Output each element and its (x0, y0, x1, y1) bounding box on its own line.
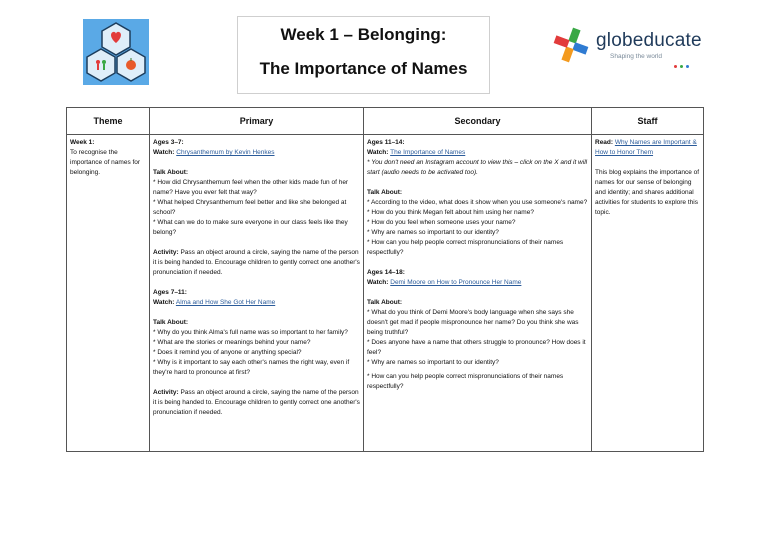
watch-label: Watch: (367, 279, 389, 286)
brand-tagline: Shaping the world (610, 53, 663, 60)
instagram-note: * You don't need an Instagram account to view this – click on the X and it will start (audio needs to be activated too). (367, 159, 588, 176)
question: * Does it remind you of anyone or anything special? (153, 349, 302, 356)
question: * Why are names so important to our identity? (367, 359, 499, 366)
activity-label: Activity: (153, 389, 179, 396)
page-title: Week 1 – Belonging: (280, 25, 447, 44)
alma-link[interactable]: Alma and How She Got Her Name (175, 299, 276, 306)
theme-week: Week 1: (70, 139, 95, 146)
globeducate-logo (552, 26, 712, 68)
read-label: Read: (595, 139, 614, 146)
header-staff: Staff (592, 108, 704, 135)
talk-about-label: Talk About: (153, 169, 189, 176)
watch-label: Watch: (153, 149, 175, 156)
theme-text: To recognise the importance of names for belonging. (70, 149, 141, 176)
demi-moore-link[interactable]: Demi Moore on How to Pronounce Her Name (390, 279, 522, 286)
question: * What helped Chrysanthemum feel better and like she belonged at school? (153, 199, 347, 216)
brand-name: globeducate (596, 30, 702, 51)
watch-label: Watch: (367, 149, 389, 156)
question: * What can we do to make sure everyone in our class feels like they belong? (153, 219, 348, 236)
primary-ages-7-11: Ages 7–11: (153, 289, 187, 296)
secondary-ages-14-18: Ages 14–18: (367, 269, 405, 276)
question: * What are the stories or meanings behind your name? (153, 339, 311, 346)
brand-dots (674, 55, 692, 73)
why-names-important-link[interactable]: Why Names are Important & How to Honor Them (595, 139, 697, 156)
theme-cell (67, 135, 150, 452)
question: * How do you think Megan felt about him using her name? (367, 209, 534, 216)
chrysanthemum-link[interactable]: Chrysanthemum by Kevin Henkes (176, 149, 275, 156)
primary-cell (150, 135, 364, 452)
question: * Why do you think Alma's full name was so important to her family? (153, 329, 348, 336)
activity-text: Pass an object around a circle, saying the name of the person it is being handed to. Encourage children to gently correct one another's pronunciation if needed. (153, 389, 360, 416)
wellbeing-logo (83, 19, 149, 85)
question: * What do you think of Demi Moore's body language when she says she doesn't get mad if people mispronounce her name? Do you think she was being truthful? (367, 309, 579, 336)
question: * How can you help people correct mispronunciations of their names respectfully? (367, 239, 564, 256)
table-row (67, 135, 704, 452)
activity-text: Pass an object around a circle, saying the name of the person it is being handed to. Encourage children to gently correct one another's pronunciation if needed. (153, 249, 360, 276)
staff-cell (592, 135, 704, 452)
question: * How can you help people correct mispronunciations of their names respectfully? (367, 373, 564, 390)
header-primary: Primary (150, 108, 364, 135)
watch-label: Watch: (153, 299, 175, 306)
question: * Does anyone have a name that others struggle to pronounce? How does it feel? (367, 339, 586, 356)
activity-label: Activity: (153, 249, 179, 256)
question: * According to the video, what does it show when you use someone's name? (367, 199, 588, 206)
primary-ages-3-7: Ages 3–7: (153, 139, 184, 146)
question: * Why are names so important to our identity? (367, 229, 499, 236)
talk-about-label: Talk About: (367, 189, 403, 196)
header-secondary: Secondary (364, 108, 592, 135)
question: * How do you feel when someone uses your name? (367, 219, 516, 226)
brand-star-icon (552, 26, 590, 64)
talk-about-label: Talk About: (153, 319, 189, 326)
page-subtitle: The Importance of Names (259, 59, 468, 78)
header-theme: Theme (67, 108, 150, 135)
secondary-ages-11-14: Ages 11–14: (367, 139, 405, 146)
question: * How did Chrysanthemum feel when the other kids made fun of her name? Have you ever felt that way? (153, 179, 349, 196)
lesson-table (66, 107, 704, 452)
title-box (237, 16, 490, 94)
question: * Why is it important to say each other's names the right way, even if they're hard to pronounce at first? (153, 359, 350, 376)
importance-of-names-link[interactable]: The Importance of Names (390, 149, 466, 156)
secondary-cell (364, 135, 592, 452)
staff-text: This blog explains the importance of names for our sense of belonging and identity; and shares additional activities for students to explore this topic. (595, 169, 700, 216)
talk-about-label: Talk About: (367, 299, 403, 306)
table-header-row (67, 108, 704, 135)
